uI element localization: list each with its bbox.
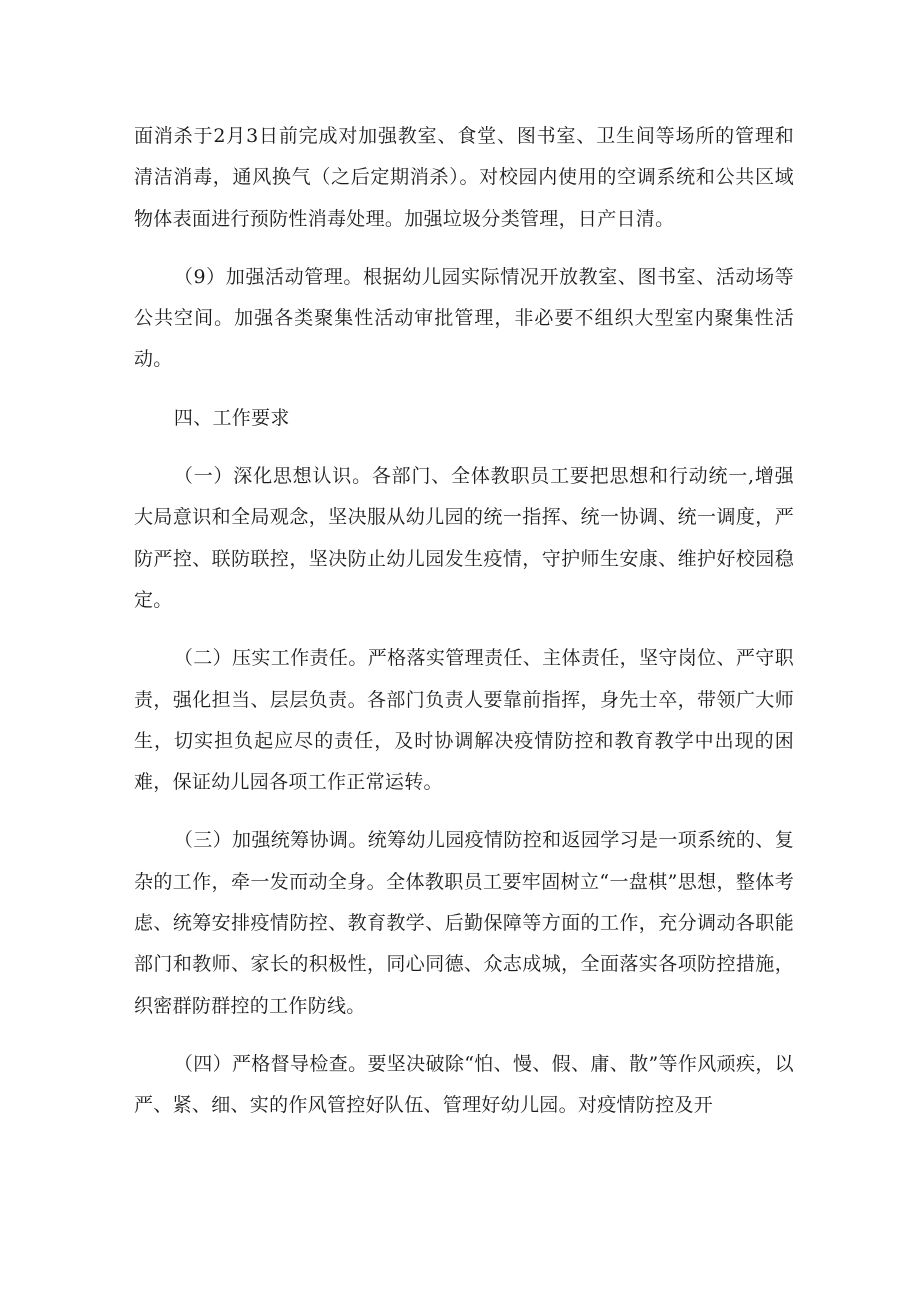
paragraph-disinfection-continued: 面消杀于2月3日前完成对加强教室、食堂、图书室、卫生间等场所的管理和清洁消毒，通风换气（之后定期消杀）。对校园内使用的空调系统和公共区域物体表面进行预防性消毒处理。加强垃圾分类管理，日产日清。 <box>134 125 794 230</box>
paragraph-deepen-awareness: （一）深化思想认识。各部门、全体教职员工要把思想和行动统一,增强大局意识和全局观念，坚决服从幼儿园的统一指挥、统一协调、统一调度，严防严控、联防联控，坚决防止幼儿园发生疫情，守护师生安康、维护好校园稳定。 <box>134 465 794 611</box>
paragraph-responsibility: （二）压实工作责任。严格落实管理责任、主体责任，坚守岗位、严守职责，强化担当、层层负责。各部门负责人要靠前指挥，身先士卒，带领广大师生，切实担负起应尽的责任，及时协调解决疫情防控和教育教学中出现的困难，保证幼儿园各项工作正常运转。 <box>134 647 794 794</box>
paragraph-activity-management: （9）加强活动管理。根据幼儿园实际情况开放教室、图书室、活动场等公共空间。加强各类聚集性活动审批管理，非必要不组织大型室内聚集性活动。 <box>134 265 794 371</box>
paragraph-coordination: （三）加强统筹协调。统筹幼儿园疫情防控和返园学习是一项系统的、复杂的工作，牵一发而动全身。全体教职员工要牢固树立“一盘棋”思想，整体考虑、统筹安排疫情防控、教育教学、后勤保障等方面的工作，充分调动各职能部门和教师、家长的积极性，同心同德、众志成城，全面落实各项防控措施，织密群防群控的工作防线。 <box>134 829 794 1017</box>
document-body <box>134 116 794 1144</box>
paragraph-supervision: （四）严格督导检查。要坚决破除“怕、慢、假、庸、散”等作风顽疾，以严、紧、细、实的作风管控好队伍、管理好幼儿园。对疫情防控及开 <box>134 1052 794 1117</box>
section-heading-work-requirements: 四、工作要求 <box>173 406 290 429</box>
